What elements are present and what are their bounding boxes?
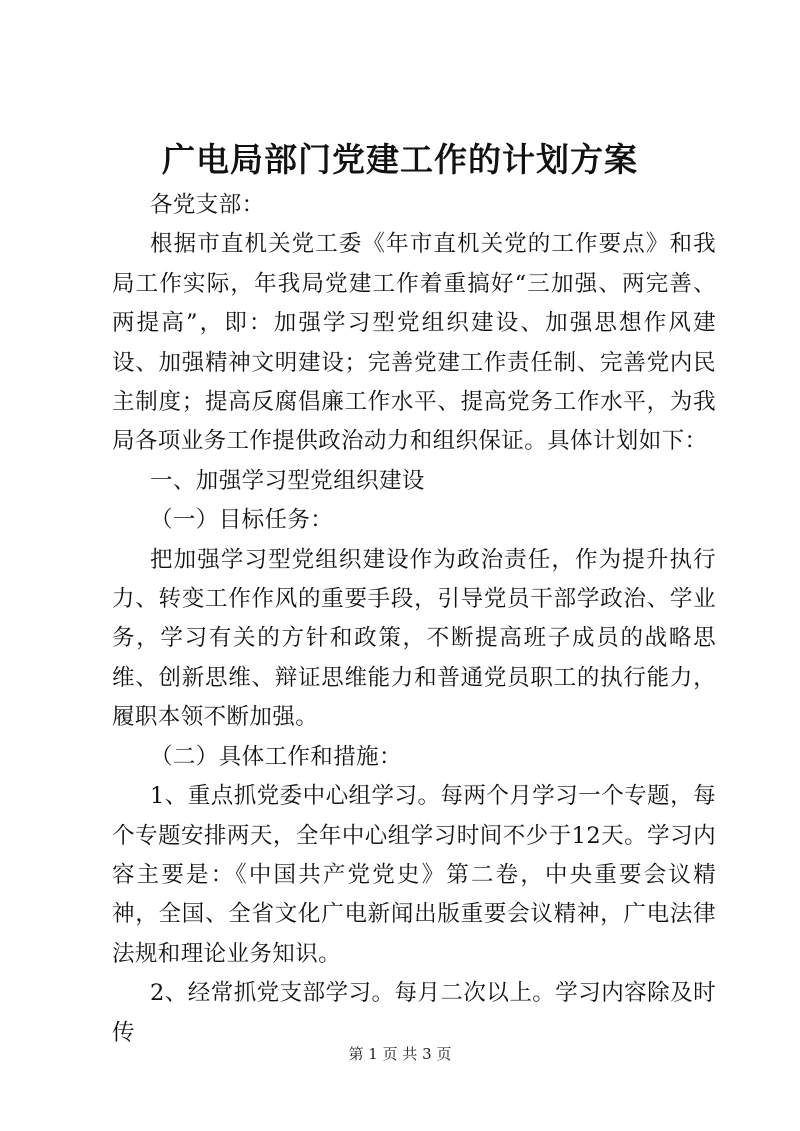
document-title: 广电局部门党建工作的计划方案: [162, 140, 638, 179]
salutation-paragraph: 各党支部：: [150, 192, 265, 218]
measure-item-2: 2、经常抓党支部学习。每月二次以上。学习内容除及时传: [112, 980, 716, 1046]
document-body: [112, 186, 716, 1053]
section-heading-1: 一、加强学习型党组织建设: [150, 467, 425, 494]
goals-paragraph: 把加强学习型党组织建设作为政治责任，作为提升执行力、转变工作作风的重要手段，引导党员干部学政治、学业务，学习有关的方针和政策，不断提高班子成员的战略思维、创新思维、辩证思维能力和普通党员职工的执行能力，履职本领不断加强。: [112, 546, 716, 731]
subsection-heading-goals: （一）目标任务：: [150, 507, 334, 534]
page-footer: 第 1 页 共 3 页: [348, 1045, 452, 1063]
measure-item-1: 1、重点抓党委中心组学习。每两个月学习一个专题，每个专题安排两天，全年中心组学习时间不少于12天。学习内容主要是：《中国共产党党史》第二卷，中央重要会议精神，全国、全省文化广电新闻出版重要会议精神，广电法律法规和理论业务知识。: [112, 783, 716, 967]
intro-paragraph: 根据市直机关党工委《年市直机关党的工作要点》和我局工作实际，年我局党建工作着重搞好“三加强、两完善、两提高”，即：加强学习型党组织建设、加强思想作风建设、加强精神文明建设；完善党建工作责任制、完善党内民主制度；提高反腐倡廉工作水平、提高党务工作水平，为我局各项业务工作提供政治动力和组织保证。具体计划如下：: [112, 231, 716, 455]
subsection-heading-measures: （二）具体工作和措施：: [150, 743, 402, 770]
